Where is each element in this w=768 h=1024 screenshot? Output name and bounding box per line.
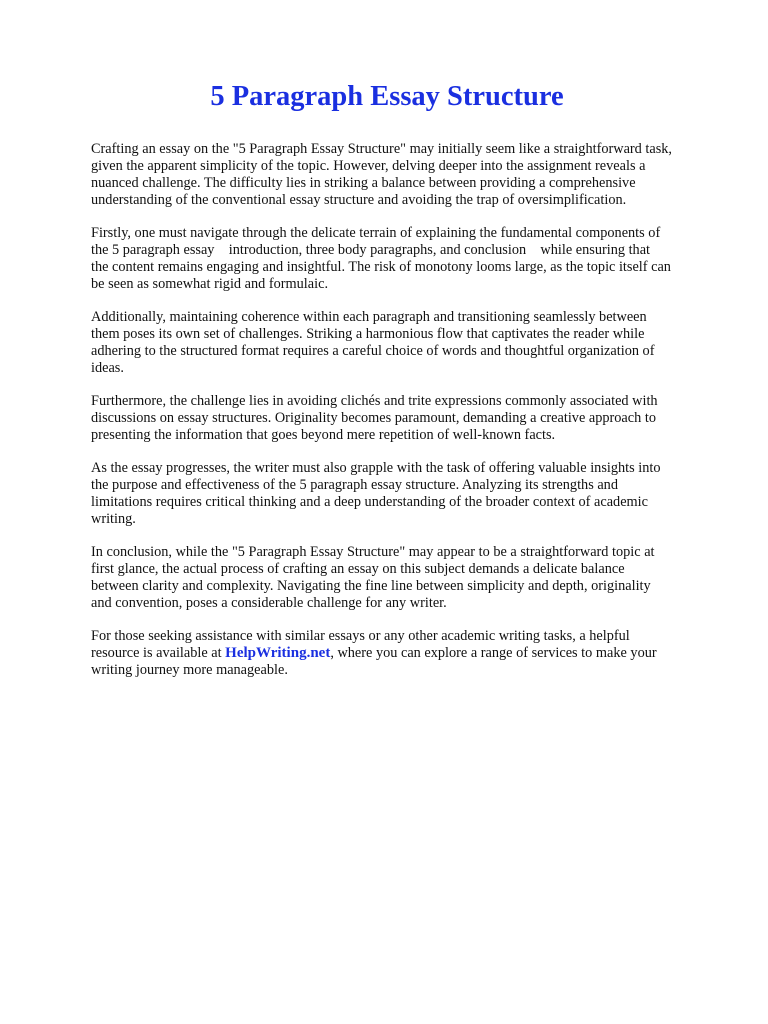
text-line: understanding of the conventional essay structure and avoiding the trap of oversimplification. xyxy=(91,192,627,208)
paragraph-4 xyxy=(91,393,708,444)
text-line: first glance, the actual process of crafting an essay on this subject demands a delicate balance xyxy=(91,561,625,577)
text-line: writing. xyxy=(91,511,136,527)
closing-paragraph xyxy=(91,628,708,679)
text-line: them poses its own set of challenges. Striking a harmonious flow that captivates the reader while xyxy=(91,326,645,342)
helpwriting-link[interactable]: HelpWriting.net xyxy=(225,645,331,661)
text-line: given the apparent simplicity of the topic. However, delving deeper into the assignment reveals a xyxy=(91,158,646,174)
text-line: ideas. xyxy=(91,360,124,376)
text-line: In conclusion, while the "5 Paragraph Essay Structure" may appear to be a straightforward topic at xyxy=(91,544,655,560)
paragraph-6 xyxy=(91,544,708,612)
page-title: 5 Paragraph Essay Structure xyxy=(210,81,564,112)
text-line: and convention, poses a considerable challenge for any writer. xyxy=(91,595,447,611)
text-line: be seen as somewhat rigid and formulaic. xyxy=(91,276,329,292)
text-segment: , where you can explore a range of services to make your xyxy=(330,645,657,661)
paragraph-2 xyxy=(91,225,708,293)
text-line: discussions on essay structures. Originality becomes paramount, demanding a creative approach to xyxy=(91,410,656,426)
paragraph-5 xyxy=(91,460,708,528)
text-line: Additionally, maintaining coherence within each paragraph and transitioning seamlessly between xyxy=(91,309,647,325)
text-line: between clarity and complexity. Navigating the fine line between simplicity and depth, originality xyxy=(91,578,651,594)
text-line: the purpose and effectiveness of the 5 paragraph essay structure. Analyzing its strengths and xyxy=(91,477,618,493)
text-line: Firstly, one must navigate through the delicate terrain of explaining the fundamental components of xyxy=(91,225,661,241)
text-line: limitations requires critical thinking and a deep understanding of the broader context of academic xyxy=(91,494,648,510)
text-line: writing journey more manageable. xyxy=(91,662,288,678)
paragraph-1 xyxy=(91,141,708,209)
text-line: Furthermore, the challenge lies in avoiding clichés and trite expressions commonly associated with xyxy=(91,393,658,409)
text-line: presenting the information that goes beyond mere repetition of well-known facts. xyxy=(91,427,556,443)
text-line: the content remains engaging and insightful. The risk of monotony looms large, as the topic itself can xyxy=(91,259,671,275)
text-line: the 5 paragraph essay introduction, three body paragraphs, and conclusion while ensuring that xyxy=(91,242,651,258)
text-line: nuanced challenge. The difficulty lies in striking a balance between providing a comprehensive xyxy=(91,175,636,191)
text-line: As the essay progresses, the writer must also grapple with the task of offering valuable insights into xyxy=(91,460,661,476)
text-line: Crafting an essay on the "5 Paragraph Essay Structure" may initially seem like a straightforward task, xyxy=(91,141,673,157)
text-line-with-link xyxy=(91,645,708,662)
text-segment: resource is available at xyxy=(91,645,226,661)
text-line: For those seeking assistance with similar essays or any other academic writing tasks, a helpful xyxy=(91,628,630,644)
text-line: adhering to the structured format requires a careful choice of words and thoughtful organization of xyxy=(91,343,655,359)
paragraph-3 xyxy=(91,309,708,377)
